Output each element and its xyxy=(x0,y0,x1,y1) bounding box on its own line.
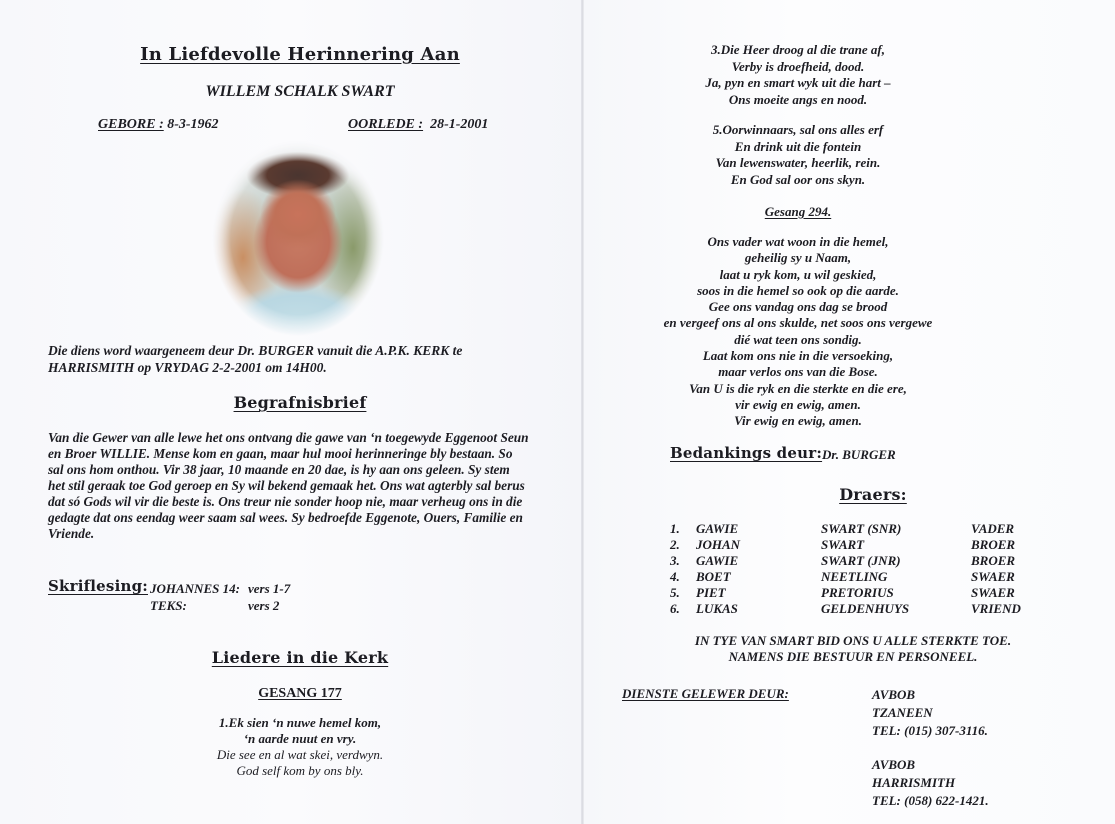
provider-name: AVBOB xyxy=(872,687,916,702)
hymn-line: God self kom by ons bly. xyxy=(236,763,364,778)
bearer-row xyxy=(670,521,1021,537)
letter-line: het stil geraak toe God geroep en Sy wil bekend gemaak het. Ons wat agterbly sal berus xyxy=(48,478,525,493)
hymn-line: Ons moeite angs en nood. xyxy=(728,91,868,107)
prayer-line: dié wat teen ons sondig. xyxy=(734,331,862,347)
bearer-surname: PRETORIUS xyxy=(821,585,894,600)
death-date xyxy=(348,117,488,133)
bearer-surname: SWART (JNR) xyxy=(821,553,901,568)
letter-line: sal ons hom onthou. Vir 38 jaar, 10 maande en 20 dae, is hy aan ons geleen. Sy stem xyxy=(48,462,510,477)
hymn-line: 5.Oorwinnaars, sal ons alles erf xyxy=(712,122,884,137)
bearer-first-name: LUKAS xyxy=(696,601,738,616)
service-provider xyxy=(872,686,988,740)
bearer-number: 6. xyxy=(670,601,680,616)
letter-line: gedagte dat ons eendag weer saam sal wees. Sy bedroefde Eggenote, Ouers, Familie en xyxy=(48,510,523,525)
services-label: DIENSTE GELEWER DEUR: xyxy=(622,686,789,701)
birth-label: GEBORE : xyxy=(98,117,164,132)
bearer-row xyxy=(670,537,1021,553)
hymn-line: En God sal oor ons skyn. xyxy=(730,171,866,187)
bearer-relation: BROER xyxy=(971,553,1016,568)
letter-line: Vriende. xyxy=(48,526,95,541)
bearer-row xyxy=(670,553,1021,569)
scripture-key: JOHANNES 14: xyxy=(150,581,240,596)
prayer-line: laat u ryk kom, u wil geskied, xyxy=(719,266,877,282)
condolence-message xyxy=(583,633,1115,665)
hymn-line: ‘n aarde nuut en vry. xyxy=(243,731,357,746)
scripture-row xyxy=(150,580,290,597)
hymn-verse-5 xyxy=(583,122,1013,188)
bearer-number: 3. xyxy=(670,553,680,568)
bearer-row xyxy=(670,569,1021,585)
hymn-line: Verby is droefheid, dood. xyxy=(731,58,865,74)
bearer-number: 1. xyxy=(670,521,680,536)
bearer-first-name: PIET xyxy=(696,585,726,600)
portrait-photo xyxy=(212,140,384,336)
bearer-first-name: GAWIE xyxy=(696,521,739,536)
service-line: HARRISMITH op VRYDAG 2-2-2001 om 14H00. xyxy=(48,360,327,375)
scripture-reference xyxy=(150,580,290,614)
prayer-line: en vergeef ons al ons skulde, net soos ons vergewe xyxy=(663,315,933,331)
death-value: 28-1-2001 xyxy=(430,117,489,132)
hymn-line: En drink uit die fontein xyxy=(734,138,862,154)
bearer-surname: NEETLING xyxy=(821,569,888,584)
bearer-row xyxy=(670,601,1021,617)
bearer-relation: SWAER xyxy=(971,585,1015,600)
memorial-title: In Liefdevolle Herinnering Aan xyxy=(140,44,460,65)
provider-phone: TEL: (015) 307-3116. xyxy=(872,723,988,738)
hymn-verse-3 xyxy=(583,42,1013,108)
bearer-number: 5. xyxy=(670,585,680,600)
bearer-surname: GELDENHUYS xyxy=(821,601,910,616)
letter-line: dat só Gods wil vir die beste is. Ons treur nie sonder hoop nie, maar verheug ons in die xyxy=(48,494,523,509)
bearers-heading: Draers: xyxy=(839,485,907,504)
bearer-relation: BROER xyxy=(971,537,1016,552)
scripture-value: vers 2 xyxy=(248,598,280,613)
hymn-title: Gesang 294. xyxy=(764,204,832,219)
hymn-line: Die see en al wat skei, verdwyn. xyxy=(216,747,384,762)
scripture-value: vers 1-7 xyxy=(248,581,291,596)
bearer-first-name: BOET xyxy=(696,569,731,584)
prayer-line: soos in die hemel so ook op die aarde. xyxy=(697,282,899,298)
hymn-line: 1.Ek sien ‘n nuwe hemel kom, xyxy=(218,715,382,730)
prayer-line: Gee ons vandag ons dag se brood xyxy=(708,299,888,315)
prayer-line: Vir ewig en ewig, amen. xyxy=(734,413,862,429)
service-line: Die diens word waargeneem deur Dr. BURGER vanuit die A.P.K. KERK te xyxy=(48,343,463,358)
scripture-key: TEKS: xyxy=(150,598,187,613)
bearer-row xyxy=(670,585,1021,601)
letter-body xyxy=(48,430,558,542)
service-details xyxy=(48,342,568,376)
bearer-number: 2. xyxy=(670,537,680,552)
provider-town: HARRISMITH xyxy=(872,775,956,790)
scripture-row xyxy=(150,597,290,614)
prayer-line: Laat kom ons nie in die versoeking, xyxy=(702,348,894,364)
bearer-number: 4. xyxy=(670,569,680,584)
bearer-relation: VADER xyxy=(971,521,1015,536)
bearers-list xyxy=(670,521,1021,617)
death-label: OORLEDE : xyxy=(348,117,424,132)
thanks-label: Bedankings deur: xyxy=(670,444,823,462)
provider-town: TZANEEN xyxy=(872,705,933,720)
bearer-first-name: JOHAN xyxy=(696,537,741,552)
prayer-line: maar verlos ons van die Bose. xyxy=(718,364,878,380)
hymn-title: GESANG 177 xyxy=(258,686,342,701)
birth-value: 8-3-1962 xyxy=(167,117,219,132)
hymn-verse xyxy=(0,715,600,779)
prayer-line: Ons vader wat woon in die hemel, xyxy=(707,234,889,249)
prayer-line: Van U is die ryk en die sterkte en die ere, xyxy=(689,380,907,396)
songs-heading: Liedere in die Kerk xyxy=(211,648,389,667)
bearer-relation: SWAER xyxy=(971,569,1015,584)
hymn-line: Van lewenswater, heerlik, rein. xyxy=(715,155,881,170)
thanks-value: Dr. BURGER xyxy=(822,447,896,462)
hymn-line: 3.Die Heer droog al die trane af, xyxy=(710,42,886,57)
bearer-surname: SWART xyxy=(821,537,865,552)
scripture-label: Skriflesing: xyxy=(48,577,148,595)
provider-phone: TEL: (058) 622-1421. xyxy=(872,793,989,808)
birth-date xyxy=(98,117,219,133)
deceased-name: WILLEM SCHALK SWART xyxy=(205,83,395,100)
prayer-line: vir ewig en ewig, amen. xyxy=(735,396,861,412)
prayer-line: geheilig sy u Naam, xyxy=(744,250,852,266)
condolence-line: NAMENS DIE BESTUUR EN PERSONEEL. xyxy=(728,649,978,664)
provider-name: AVBOB xyxy=(872,757,916,772)
bearer-surname: SWART (SNR) xyxy=(821,521,902,536)
service-provider xyxy=(872,756,989,810)
lords-prayer xyxy=(638,234,958,430)
letter-line: Van die Gewer van alle lewe het ons ontvang die gawe van ‘n toegewyde Eggenoot Seun xyxy=(48,430,529,445)
letter-heading: Begrafnisbrief xyxy=(233,393,367,412)
letter-line: en Broer WILLIE. Mense kom en gaan, maar hul mooi herinneringe bly bestaan. So xyxy=(48,446,513,461)
bearer-first-name: GAWIE xyxy=(696,553,739,568)
condolence-line: IN TYE VAN SMART BID ONS U ALLE STERKTE TOE. xyxy=(694,633,1012,648)
hymn-line: Ja, pyn en smart wyk uit die hart – xyxy=(705,75,891,90)
bearer-relation: VRIEND xyxy=(971,601,1021,616)
